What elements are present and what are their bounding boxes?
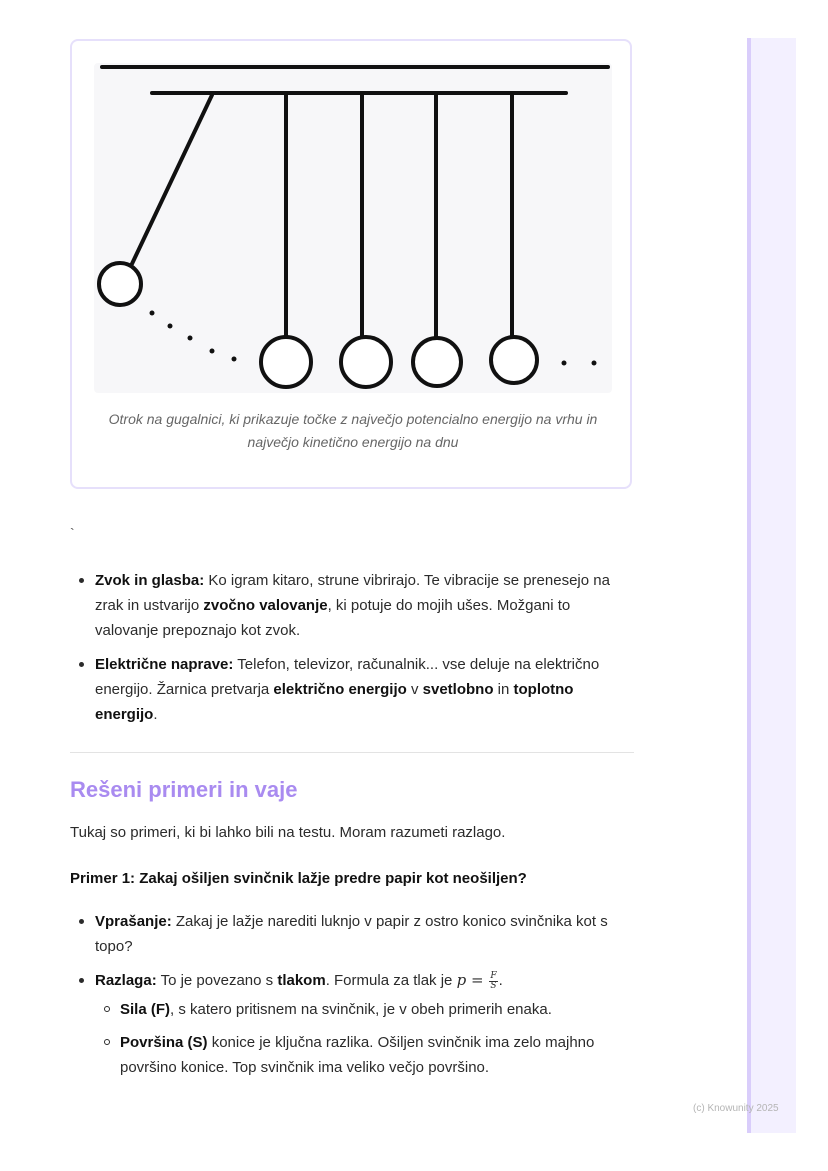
section-heading: Rešeni primeri in vaje	[70, 777, 298, 802]
formula-denominator: S	[490, 980, 497, 991]
item-text: Ko igram kitaro, strune vibrirajo. Te vibracije se prenesejo na zrak in ustvarijo	[95, 572, 610, 614]
sub-list-item	[95, 1030, 636, 1080]
item-label: Zvok in glasba:	[95, 572, 205, 589]
item-text: .	[498, 972, 503, 989]
section-intro: Tukaj so primeri, ki bi lahko bili na testu. Moram razumeti razlago.	[70, 824, 506, 841]
question-list	[70, 909, 636, 1089]
page-side-strip	[747, 38, 796, 1133]
item-label: Razlaga:	[95, 972, 157, 989]
item-text: Zakaj je lažje narediti luknjo v papir z ostro konico svinčnika kot s topo?	[95, 913, 608, 955]
item-text: v	[406, 681, 423, 698]
item-label: Sila (F)	[120, 1001, 171, 1018]
item-text: Telefon, televizor, računalnik... vse deluje na električno energijo. Žarnica pretvarja	[95, 656, 600, 698]
newtons-cradle-image	[94, 63, 612, 393]
formula-lhs: p =	[456, 971, 484, 989]
item-label: Električne naprave:	[95, 656, 234, 673]
item-bold: električno energijo	[273, 681, 407, 698]
formula-numerator: F	[490, 970, 497, 981]
example-title: Primer 1: Zakaj ošiljen svinčnik lažje predre papir kot neošiljen?	[70, 870, 527, 887]
explanation-sublist	[95, 997, 636, 1080]
item-label: Površina (S)	[120, 1034, 208, 1051]
list-item-explanation	[70, 968, 636, 1080]
sub-list-item	[95, 997, 636, 1022]
item-text: , ki potuje do mojih ušes. Možgani to valovanje prepoznajo kot zvok.	[95, 597, 571, 639]
pressure-formula	[457, 971, 499, 989]
item-bold: toplotno energijo	[95, 681, 574, 723]
item-text: in	[493, 681, 514, 698]
figure-card	[70, 39, 632, 489]
item-bold: tlakom	[277, 972, 326, 989]
section-divider	[70, 752, 634, 753]
newtons-cradle-icon	[94, 63, 612, 393]
item-bold: svetlobno	[422, 681, 494, 698]
examples-list	[70, 568, 636, 736]
stray-mark: `	[70, 525, 75, 541]
item-text: . Formula za tlak je	[325, 972, 457, 989]
figure-caption: Otrok na gugalnici, ki prikazuje točke z največjo potencialno energijo na vrhu in največjo kinetično energijo na dnu	[108, 411, 598, 450]
list-item	[70, 568, 636, 643]
item-text: konice je ključna razlika. Ošiljen svinčnik ima zelo majhno površino konice. Top svinčnik ima veliko večjo površino.	[120, 1034, 595, 1076]
list-item-question	[70, 909, 636, 959]
item-bold: zvočno valovanje	[203, 597, 328, 614]
list-item	[70, 652, 636, 727]
item-text: To je povezano s	[156, 972, 278, 989]
item-label: Vprašanje:	[95, 913, 172, 930]
copyright-notice: (c) Knowunity 2025	[693, 1103, 779, 1114]
formula-fraction	[489, 972, 497, 991]
item-text: , s katero pritisnem na svinčnik, je v obeh primerih enaka.	[170, 1001, 552, 1018]
item-text: .	[153, 706, 158, 723]
